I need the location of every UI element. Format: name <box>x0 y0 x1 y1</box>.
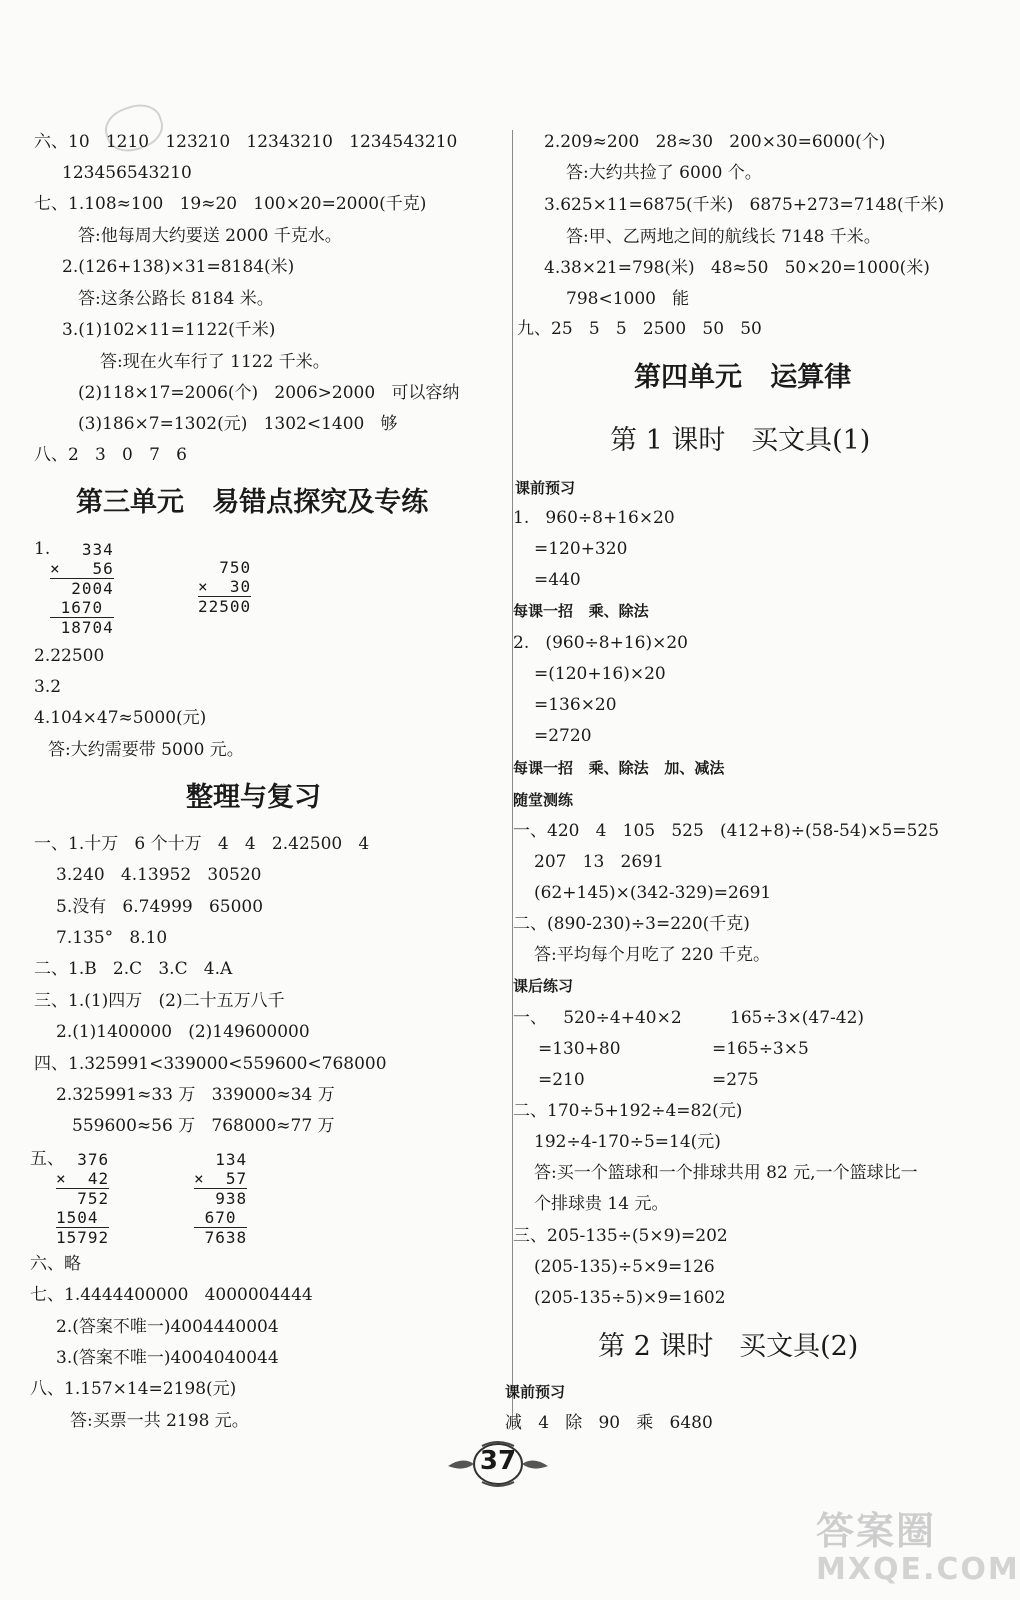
answer-line: 答:现在火车行了 1122 千米。 <box>100 352 330 372</box>
watermark-line2: MXQE.COM <box>816 1552 1020 1587</box>
lesson-title: 第 1 课时 买文具(1) <box>610 425 871 456</box>
page-footer <box>438 1438 558 1490</box>
answer-line: 八、2 3 0 7 6 <box>34 445 187 465</box>
answer-line: 七、1.4444400000 4000004444 <box>30 1285 313 1305</box>
calc-row: × 42 <box>56 1169 110 1188</box>
answer-line: 4.38×21=798(米) 48≈50 50×20=1000(米) <box>544 258 930 278</box>
calc-row: 18704 <box>50 618 114 637</box>
answer-line: =165÷3×5 <box>712 1039 809 1059</box>
answer-line: (2)118×17=2006(个) 2006>2000 可以容纳 <box>78 383 460 403</box>
answer-line: (205-135)÷5×9=126 <box>534 1257 715 1277</box>
answer-line: 1. 960÷8+16×20 <box>513 508 675 528</box>
answer-line: 答:这条公路长 8184 米。 <box>78 289 274 309</box>
answer-line: 798<1000 能 <box>566 289 690 309</box>
answer-line: 九、25 5 5 2500 50 50 <box>517 319 762 339</box>
answer-line: 3.240 4.13952 30520 <box>56 865 262 885</box>
answer-line: 192÷4-170÷5=14(元) <box>534 1132 721 1152</box>
answer-line: 2.22500 <box>34 646 105 666</box>
answer-line: 答:大约共捡了 6000 个。 <box>566 163 762 183</box>
calc-row: 670 <box>194 1208 248 1227</box>
vertical-multiplication-750x30 <box>198 558 251 616</box>
answer-line: 7.135° 8.10 <box>56 928 168 948</box>
calc-row: × 30 <box>198 577 252 596</box>
answer-line: 答:他每周大约要送 2000 千克水。 <box>78 226 342 246</box>
page-number: 37 <box>479 1446 517 1476</box>
answer-line: 5.没有 6.74999 65000 <box>56 897 264 917</box>
answer-line: 减 4 除 90 乘 6480 <box>505 1413 713 1433</box>
section-heading: 第三单元 易错点探究及专练 <box>76 487 429 518</box>
answer-line: 2.(126+138)×31=8184(米) <box>62 257 295 277</box>
answer-line: 答:平均每个月吃了 220 千克。 <box>534 945 770 965</box>
watermark-line1: 答案圈 <box>816 1509 937 1553</box>
calc-row: 750 <box>198 558 252 577</box>
calc-row: 938 <box>194 1189 248 1208</box>
calc-row: 7638 <box>194 1228 248 1247</box>
answer-line: =210 <box>538 1070 585 1090</box>
calc-row: 376 <box>56 1150 110 1169</box>
answer-line: 五、 <box>30 1149 64 1169</box>
answer-line: 个排球贵 14 元。 <box>534 1194 669 1214</box>
vertical-multiplication-376x42 <box>56 1150 109 1247</box>
vertical-multiplication-334x56 <box>50 540 114 637</box>
answer-line: (3)186×7=1302(元) 1302<1400 够 <box>78 414 398 434</box>
answer-line: =275 <box>712 1070 759 1090</box>
answer-line: 2.(答案不唯一)4004440004 <box>56 1317 279 1337</box>
answer-line: 三、205-135÷(5×9)=202 <box>513 1226 728 1246</box>
answer-line: 2.209≈200 28≈30 200×30=6000(个) <box>544 132 886 152</box>
answer-line: =130+80 <box>538 1039 621 1059</box>
answer-line: =2720 <box>534 726 592 746</box>
section-tag: 课后练习 <box>513 977 574 995</box>
answer-line: 2.325991≈33 万 339000≈34 万 <box>56 1085 335 1105</box>
answer-line: 2. (960÷8+16)×20 <box>513 633 688 653</box>
answer-line: 一、 520÷4+40×2 <box>513 1008 682 1028</box>
answer-line: 七、1.108≈100 19≈20 100×20=2000(千克) <box>34 194 427 214</box>
answer-line: 一、420 4 105 525 (412+8)÷(58-54)×5=525 <box>513 821 940 841</box>
answer-line: 3.(1)102×11=1122(千米) <box>62 320 276 340</box>
calc-row: 22500 <box>198 597 252 616</box>
answer-line: 3.(答案不唯一)4004040044 <box>56 1348 279 1368</box>
answer-line: 答:大约需要带 5000 元。 <box>48 740 244 760</box>
answer-line: =136×20 <box>534 695 617 715</box>
calc-row: 752 <box>56 1189 110 1208</box>
answer-line: 八、1.157×14=2198(元) <box>30 1379 237 1399</box>
answer-line: (205-135÷5)×9=1602 <box>534 1288 726 1308</box>
answer-line: =120+320 <box>534 539 628 559</box>
answer-line: =440 <box>534 570 581 590</box>
answer-line: 三、1.(1)四万 (2)二十五万八千 <box>34 991 285 1011</box>
answer-line: 二、170÷5+192÷4=82(元) <box>513 1101 743 1121</box>
answer-line: 四、1.325991<339000<559600<768000 <box>34 1054 387 1074</box>
answer-line: 答:买票一共 2198 元。 <box>70 1411 249 1431</box>
answer-line: 一、1.十万 6 个十万 4 4 2.42500 4 <box>34 834 370 854</box>
answer-line: =(120+16)×20 <box>534 664 666 684</box>
calc-row: 134 <box>194 1150 248 1169</box>
calc-row: × 57 <box>194 1169 248 1188</box>
section-tag: 课前预习 <box>505 1383 566 1401</box>
answer-line: 答:甲、乙两地之间的航线长 7148 千米。 <box>566 227 881 247</box>
calc-row: 2004 <box>50 579 114 598</box>
section-tag: 随堂测练 <box>513 791 574 809</box>
answer-line: 3.2 <box>34 677 62 697</box>
vertical-multiplication-134x57 <box>194 1150 247 1247</box>
answer-line: 4.104×47≈5000(元) <box>34 708 207 728</box>
answer-line: 559600≈56 万 768000≈77 万 <box>72 1116 335 1136</box>
answer-line: 六、略 <box>30 1254 81 1274</box>
answer-line: 207 13 2691 <box>534 852 664 872</box>
section-tag: 每课一招 乘、除法 加、减法 <box>513 759 725 777</box>
section-tag: 每课一招 乘、除法 <box>513 602 649 620</box>
answer-line: 3.625×11=6875(千米) 6875+273=7148(千米) <box>544 195 945 215</box>
answer-line: 123456543210 <box>62 163 192 183</box>
calc-row: × 56 <box>50 559 114 578</box>
calc-row: 334 <box>50 540 114 559</box>
answer-line: (62+145)×(342-329)=2691 <box>534 883 772 903</box>
calc-row: 1504 <box>56 1208 110 1227</box>
lesson-title: 第 2 课时 买文具(2) <box>598 1331 859 1362</box>
answer-line: 二、1.B 2.C 3.C 4.A <box>34 959 233 979</box>
answer-line: 2.(1)1400000 (2)149600000 <box>56 1022 310 1042</box>
section-tag: 课前预习 <box>515 479 576 497</box>
calc-row: 1670 <box>50 598 114 617</box>
section-heading: 整理与复习 <box>186 782 321 813</box>
calc-row: 15792 <box>56 1228 110 1247</box>
answer-line: 二、(890-230)÷3=220(千克) <box>513 914 750 934</box>
answer-line: 六、10 1210 123210 12343210 1234543210 <box>34 132 458 152</box>
section-heading: 第四单元 运算律 <box>634 362 852 393</box>
answer-line: 165÷3×(47-42) <box>730 1008 865 1028</box>
calc-label-1: 1. <box>34 539 51 559</box>
watermark-logo <box>808 1500 1020 1596</box>
answer-line: 答:买一个篮球和一个排球共用 82 元,一个篮球比一 <box>534 1163 918 1183</box>
